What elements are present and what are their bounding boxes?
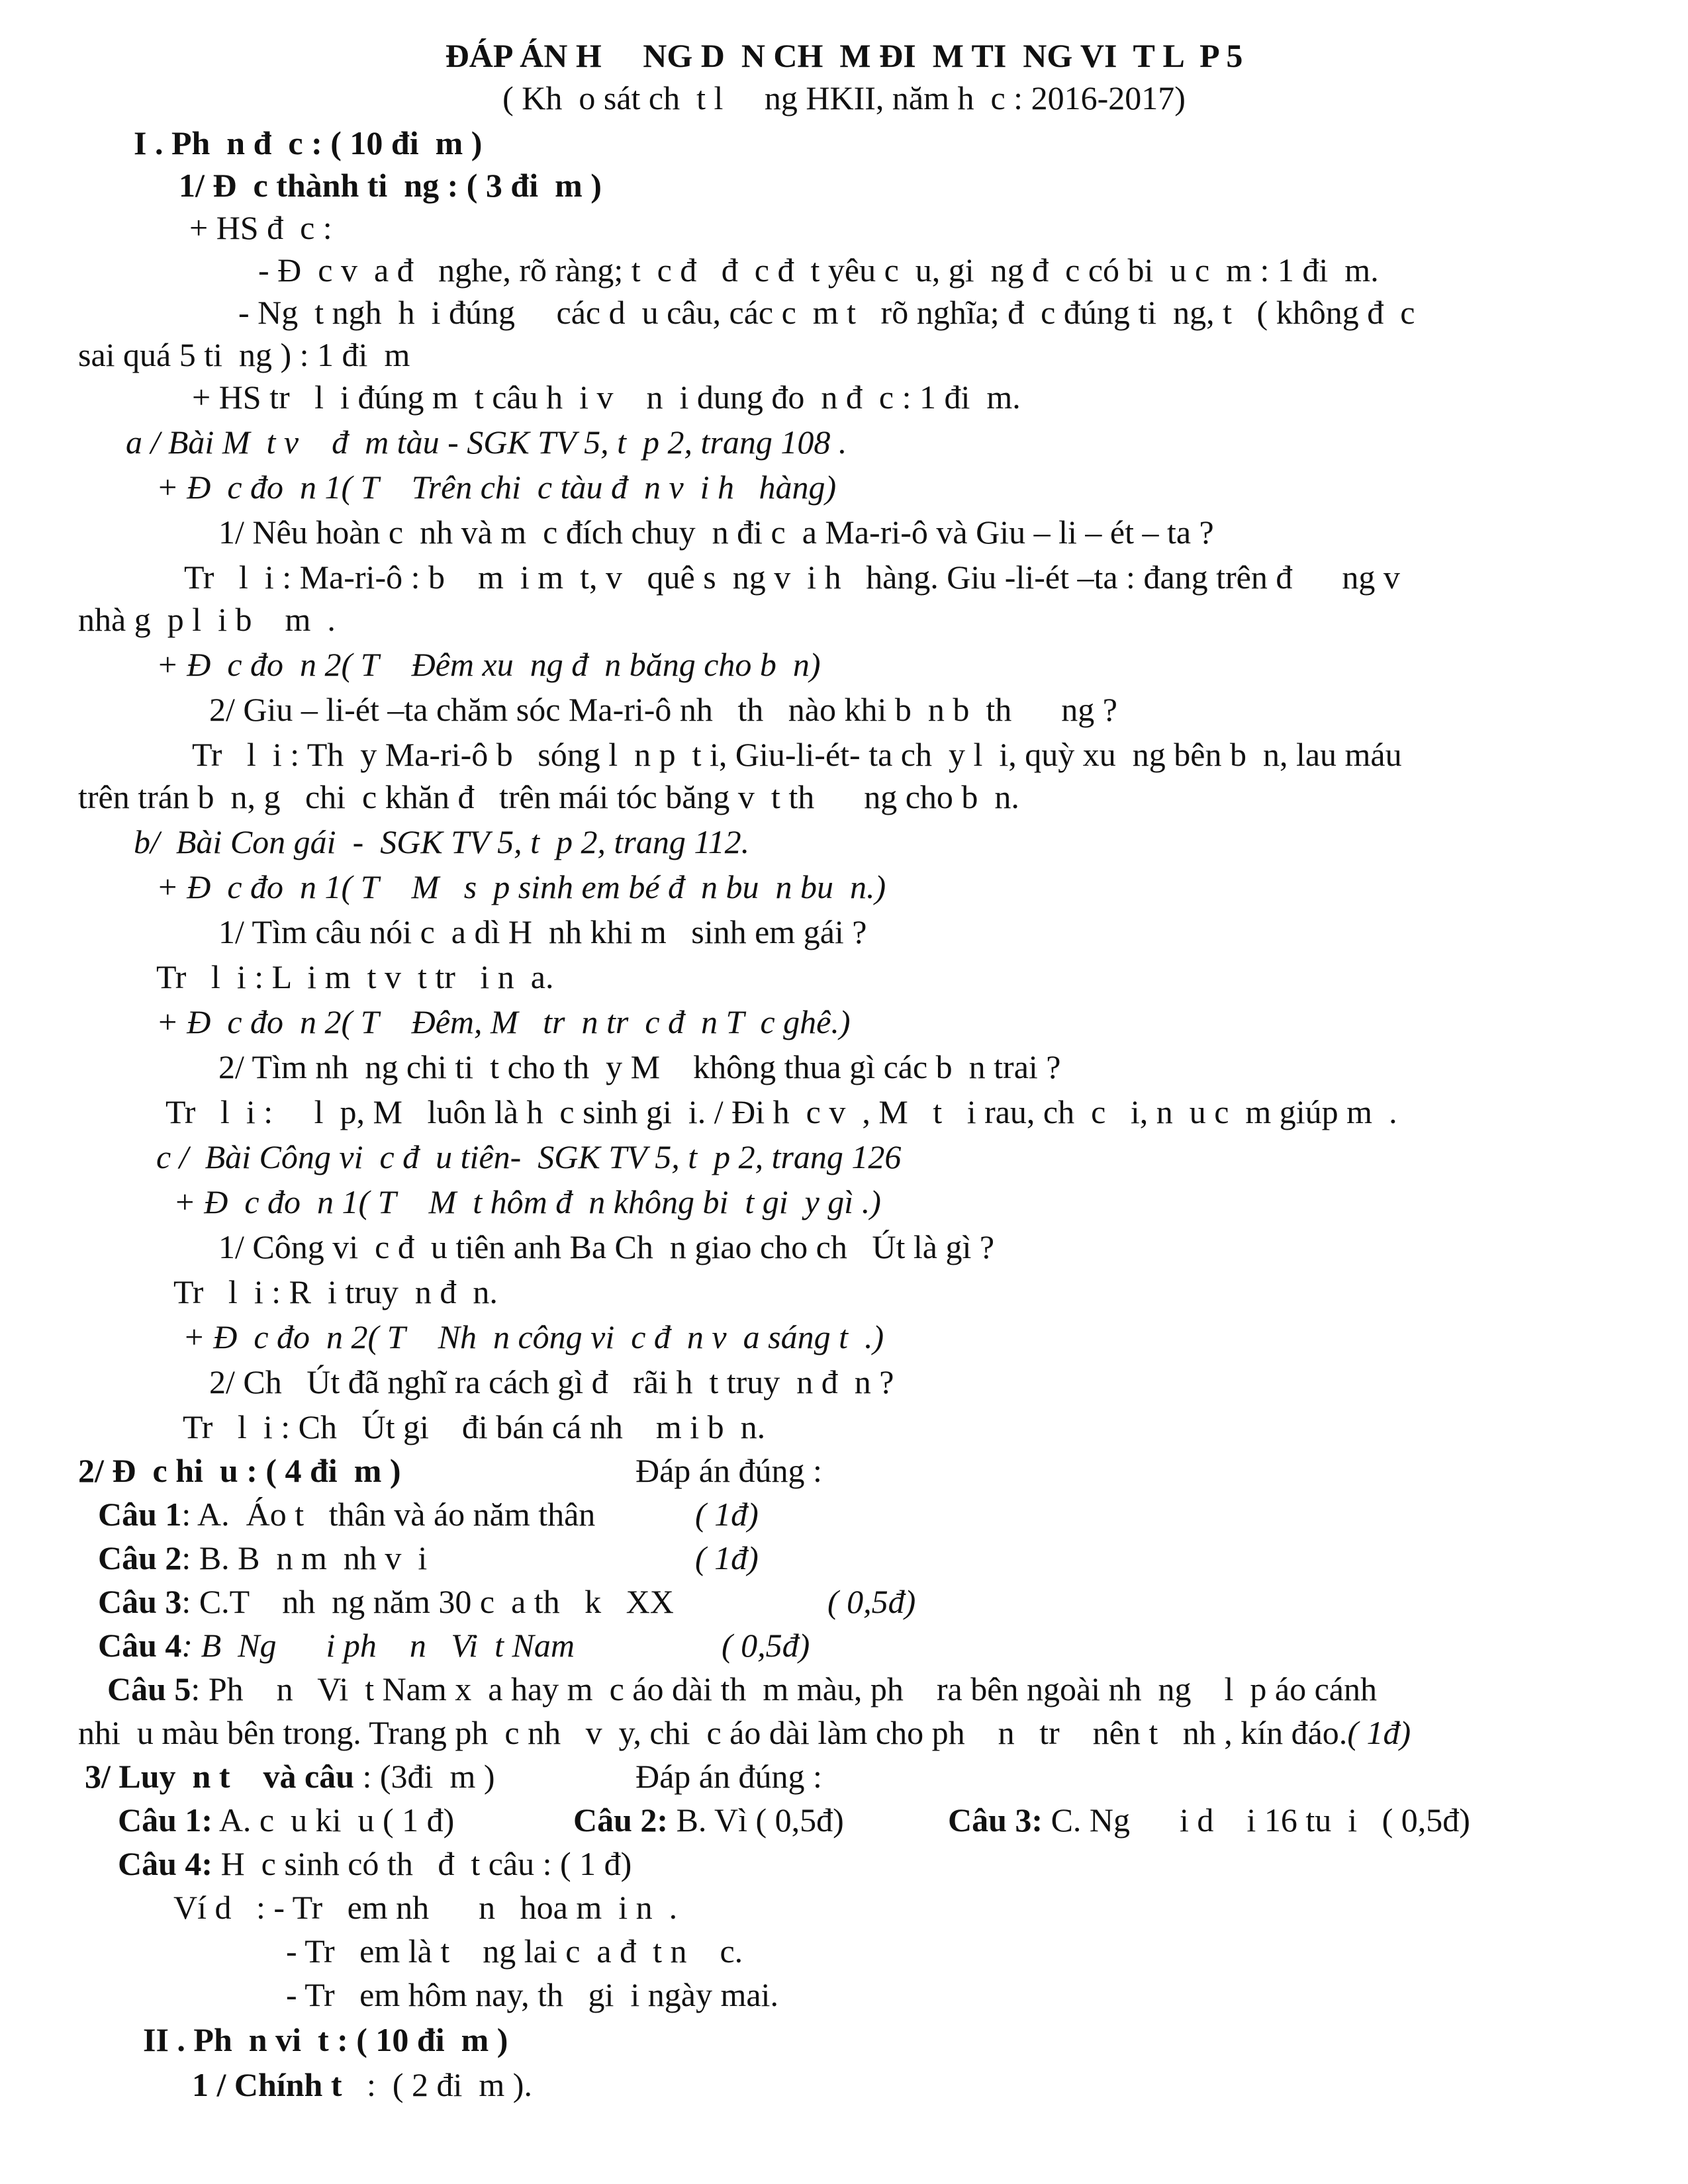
vocab-example-2: - Tr em là t ng lai c a đ t n c. <box>286 1933 743 1970</box>
text-b-answer-2: Tr l i : l p, M luôn là h c sinh gi i. / Đi h c v , M t i rau, ch c i, n u c m giúp m . <box>165 1093 1397 1130</box>
text-a-section-1: + Đ c đo n 1( T Trên chi c tàu đ n v i h hàng) <box>156 469 837 506</box>
vocab-heading: 3/ Luy n t và câu <box>85 1758 355 1795</box>
text-a-answer-2: Tr l i : Th y Ma-ri-ô b sóng l n p t i, Giu-li-ét- ta ch y l i, quỳ xu ng bên b n, lau máu <box>192 736 1402 773</box>
comprehension-line <box>0 1449 1688 1492</box>
question-answer: B. Vì ( 0,5đ) <box>668 1801 844 1839</box>
text-c-question-1: 1/ Công vi c đ u tiên anh Ba Ch n giao cho ch Út là gì ? <box>218 1228 995 1265</box>
text-c-answer-2: Tr l i : Ch Út gi đi bán cá nh m i b n. <box>183 1408 766 1445</box>
text-c-prefix: c / Bài <box>156 1138 259 1175</box>
question-answer: C. Ng i d i 16 tu i ( 0,5đ) <box>1043 1801 1470 1839</box>
vocab-example-1 <box>0 1886 1688 1929</box>
vocab-q123 <box>0 1799 1688 1841</box>
question-score: ( 0,5đ) <box>827 1583 916 1620</box>
example-text: - Tr em nh n hoa m i n . <box>273 1889 678 1926</box>
vocab-example-3: - Tr em hôm nay, th gi i ngày mai. <box>286 1976 778 2013</box>
vocab-line <box>0 1755 1688 1797</box>
criterion-2: - Ng t ngh h i đúng các d u câu, các c m t rõ nghĩa; đ c đúng ti ng, t ( không đ c <box>238 294 1415 331</box>
part2-heading: II . Ph n vi t : ( 10 đi m ) <box>143 2021 508 2058</box>
spelling-heading: 1 / Chính t <box>192 2066 359 2103</box>
comprehension-q2 <box>0 1537 1688 1579</box>
text-b-prefix: b/ Bài <box>134 823 230 860</box>
text-c-name: Công vi c đ u tiên- SGK TV 5, t p 2, trang 126 <box>259 1138 902 1175</box>
text-a-answer-1: Tr l i : Ma-ri-ô : b m i m t, v quê s ng v i h hàng. Giu -li-ét –ta : đang trên đ ng v <box>184 559 1400 596</box>
text-b-section-1: + Đ c đo n 1( T M s p sinh em bé đ n bu n bu n.) <box>156 868 886 905</box>
text-b-section-2: + Đ c đo n 2( T Đêm, M tr n tr c đ n T c ghê.) <box>156 1003 851 1040</box>
question-score: ( 0,5đ) <box>722 1627 810 1664</box>
page-title: ĐÁP ÁN H NG D N CH M ĐI M TI NG VI T L P 5 <box>445 37 1243 74</box>
text-a-question-2: 2/ Giu – li-ét –ta chăm sóc Ma-ri-ô nh th nào khi b n b th ng ? <box>209 691 1117 728</box>
comprehension-answer-label: Đáp án đúng : <box>635 1452 822 1489</box>
text-b-question-1: 1/ Tìm câu nói c a dì H nh khi m sinh em gái ? <box>218 913 867 950</box>
criterion-2-cont: sai quá 5 ti ng ) : 1 đi m <box>78 336 410 373</box>
text-a-question-1: 1/ Nêu hoàn c nh và m c đích chuy n đi c a Ma-ri-ô và Giu – li – ét – ta ? <box>218 514 1214 551</box>
question-label: Câu 4 <box>98 1627 182 1664</box>
part1-heading: I . Ph n đ c : ( 10 đi m ) <box>134 124 483 161</box>
question-answer: H c sinh có th đ t câu : ( 1 đ) <box>212 1845 632 1882</box>
text-c-section-1: + Đ c đo n 1( T M t hôm đ n không bi t gi y gì .) <box>173 1183 881 1220</box>
comprehension-q4 <box>0 1624 1688 1666</box>
text-c-title <box>0 1136 1688 1178</box>
text-a-section-2: + Đ c đo n 2( T Đêm xu ng đ n băng cho b n) <box>156 646 821 683</box>
spelling-points: : ( 2 đi m ). <box>358 2066 532 2103</box>
criterion-1: - Đ c v a đ nghe, rõ ràng; t c đ đ c đ t yêu c u, gi ng đ c có bi u c m : 1 đi m. <box>258 251 1379 289</box>
question-label: Câu 4: <box>118 1845 213 1882</box>
question-answer: : B Ng i ph n Vi t Nam <box>181 1627 575 1664</box>
comprehension-q5 <box>0 1668 1688 1710</box>
question-answer: : B. B n m nh v i <box>181 1539 428 1576</box>
question-answer: : C.T nh ng năm 30 c a th k XX <box>181 1583 674 1620</box>
question-label: Câu 5 <box>107 1670 191 1707</box>
example-label: Ví d : <box>173 1889 274 1926</box>
criterion-3: + HS tr l i đúng m t câu h i v n i dung đo n đ c : 1 đi m. <box>192 379 1021 416</box>
comprehension-heading: 2/ Đ c hi u : ( 4 đi m ) <box>78 1452 401 1489</box>
comprehension-q3 <box>0 1580 1688 1623</box>
text-c-question-2: 2/ Ch Út đã nghĩ ra cách gì đ rãi h t truy n đ n ? <box>209 1363 894 1400</box>
text-b-name: Con gái - SGK TV 5, t p 2, trang 112. <box>230 823 750 860</box>
text-a-prefix: a / Bài <box>126 424 222 461</box>
text-a-title <box>0 421 1688 463</box>
question-answer-cont: nhi u màu bên trong. Trang ph c nh v y, chi c áo dài làm cho ph n tr nên t nh , kín đáo. <box>78 1714 1348 1751</box>
question-label: Câu 3: <box>948 1801 1043 1839</box>
read-aloud-heading: 1/ Đ c thành ti ng : ( 3 đi m ) <box>179 167 602 204</box>
question-answer: : Ph n Vi t Nam x a hay m c áo dài th m màu, ph ra bên ngoài nh ng l p áo cánh <box>191 1670 1377 1707</box>
text-c-section-2: + Đ c đo n 2( T Nh n công vi c đ n v a sáng t .) <box>183 1318 884 1355</box>
hs-read-label: + HS đ c : <box>189 209 332 246</box>
question-label: Câu 3 <box>98 1583 182 1620</box>
question-score: ( 1đ) <box>695 1539 759 1576</box>
question-label: Câu 2: <box>573 1801 669 1839</box>
question-answer: A. c u ki u ( 1 đ) <box>212 1801 455 1839</box>
vocab-q4 <box>0 1843 1688 1885</box>
text-b-title <box>0 821 1688 863</box>
comprehension-q5-cont <box>0 1711 1688 1754</box>
text-b-question-2: 2/ Tìm nh ng chi ti t cho th y M không thua gì các b n trai ? <box>218 1048 1061 1085</box>
text-c-answer-1: Tr l i : R i truy n đ n. <box>173 1273 498 1310</box>
text-b-answer-1: Tr l i : L i m t v t tr i n a. <box>156 958 554 995</box>
question-score: ( 1đ) <box>695 1496 759 1533</box>
vocab-answer-label: Đáp án đúng : <box>635 1758 822 1795</box>
page-subtitle: ( Kh o sát ch t l ng HKII, năm h c : 2016-2017) <box>502 79 1186 116</box>
question-label: Câu 1: <box>118 1801 213 1839</box>
question-label: Câu 2 <box>98 1539 182 1576</box>
text-a-answer-2-cont: trên trán b n, g chi c khăn đ trên mái tóc băng v t th ng cho b n. <box>78 778 1019 815</box>
question-answer: : A. Áo t thân và áo năm thân <box>181 1496 596 1533</box>
question-score: ( 1đ) <box>1347 1714 1411 1751</box>
comprehension-q1 <box>0 1493 1688 1535</box>
text-a-answer-1-cont: nhà g p l i b m . <box>78 601 336 638</box>
text-a-name: M t v đ m tàu - SGK TV 5, t p 2, trang 108 . <box>222 424 847 461</box>
question-label: Câu 1 <box>98 1496 182 1533</box>
vocab-points: : (3đi m ) <box>354 1758 495 1795</box>
spelling-line <box>0 2064 1688 2106</box>
